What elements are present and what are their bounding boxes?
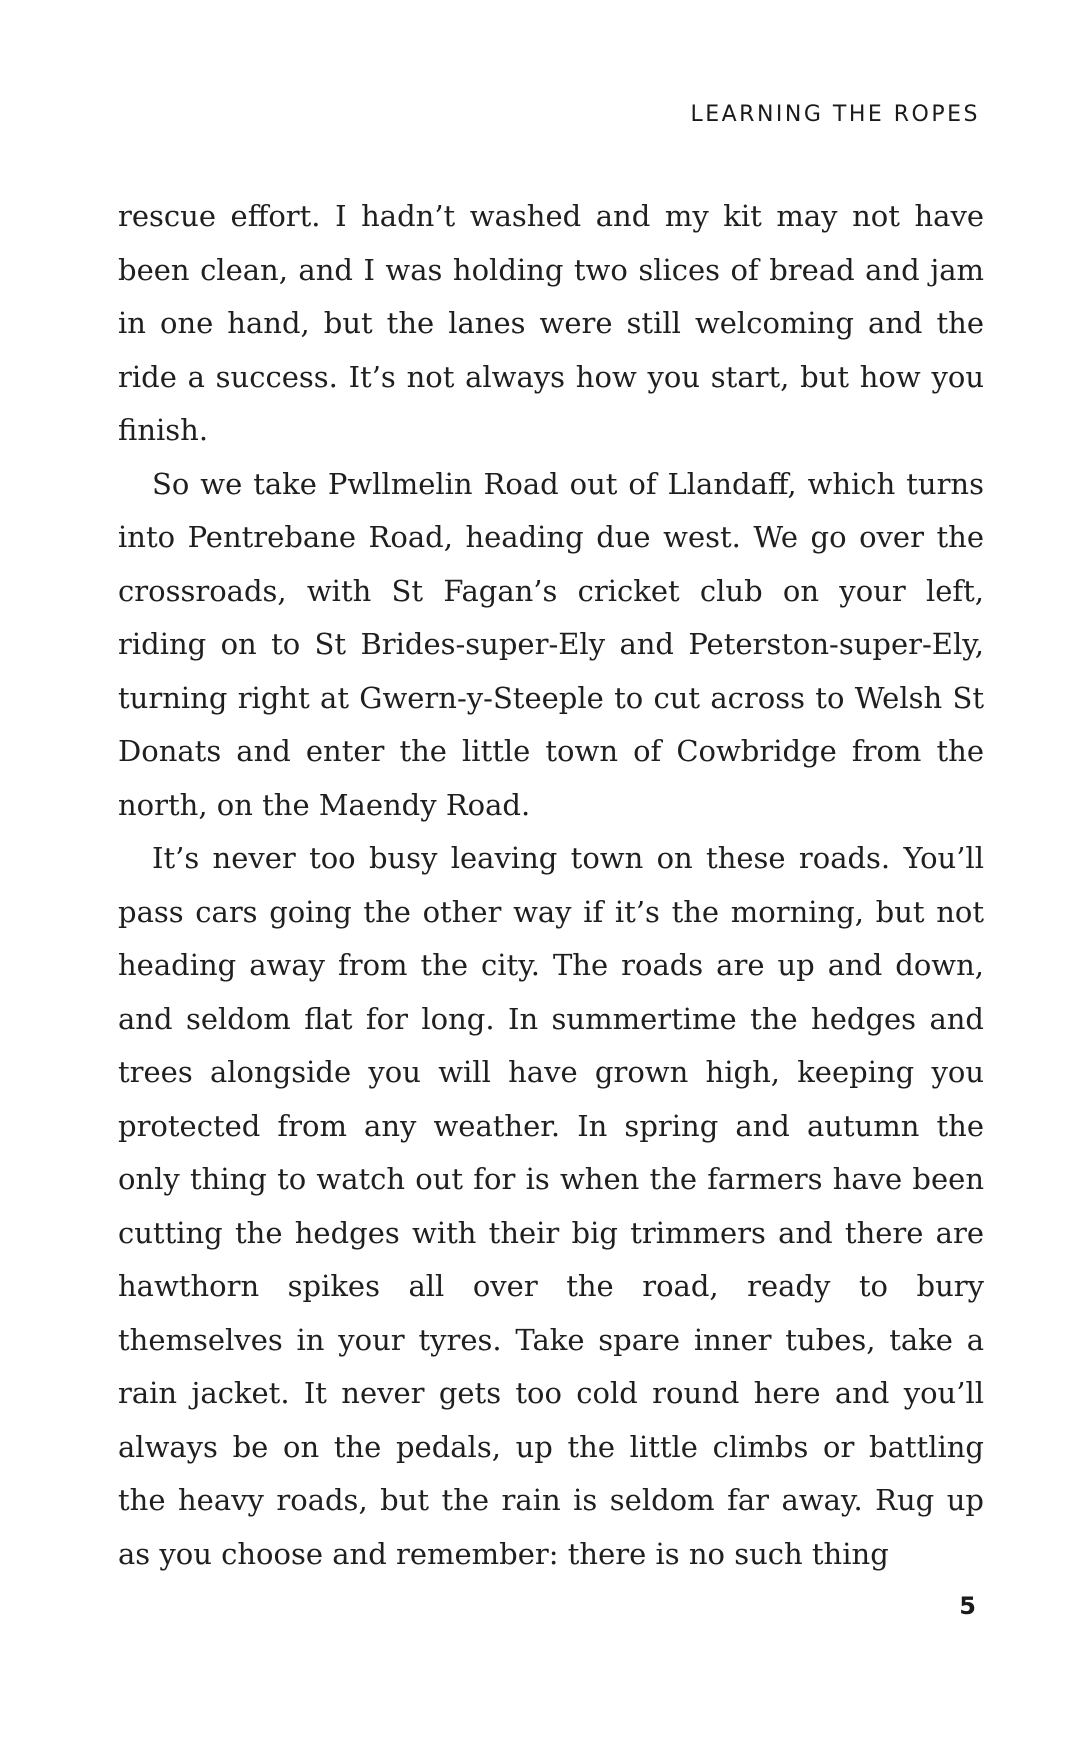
paragraph-continued: rescue effort. I hadn’t washed and my kit may not have been clean, and I was holding two slices of bread and jam in one hand, but the lanes were still welcoming and the ride a success. It’s not always how you start, but how you finish. (118, 199, 984, 447)
paragraph-route: So we take Pwllmelin Road out of Llandaff, which turns into Pentrebane Road, heading due west. We go over the crossroads, with St Fagan’s cricket club on your left, riding on to St Brides-super-Ely and Peterston-super-Ely, turning right at Gwern-y-Steeple to cut across to Welsh St Donats and enter the little town of Cowbridge from the north, on the Maendy Road. (118, 466, 984, 822)
paragraph-roads: It’s never too busy leaving town on these roads. You’ll pass cars going the other way if it’s the morning, but not heading away from the city. The roads are up and down, and seldom flat for long. In summertime the hedges and trees alongside you will have grown high, keeping you protected from any weather. In spring and autumn the only thing to watch out for is when the farmers have been cutting the hedges with their big trimmers and there are hawthorn spikes all over the road, ready to bury themselves in your tyres. Take spare inner tubes, take a rain jacket. It never gets too cold round here and you’ll always be on the pedals, up the little climbs or battling the heavy roads, but the rain is seldom far away. Rug up as you choose and remember: there is no such thing (118, 841, 984, 1571)
body-text (118, 190, 984, 1581)
page-number: 5 (959, 1592, 976, 1620)
running-head: LEARNING THE ROPES (690, 102, 980, 127)
